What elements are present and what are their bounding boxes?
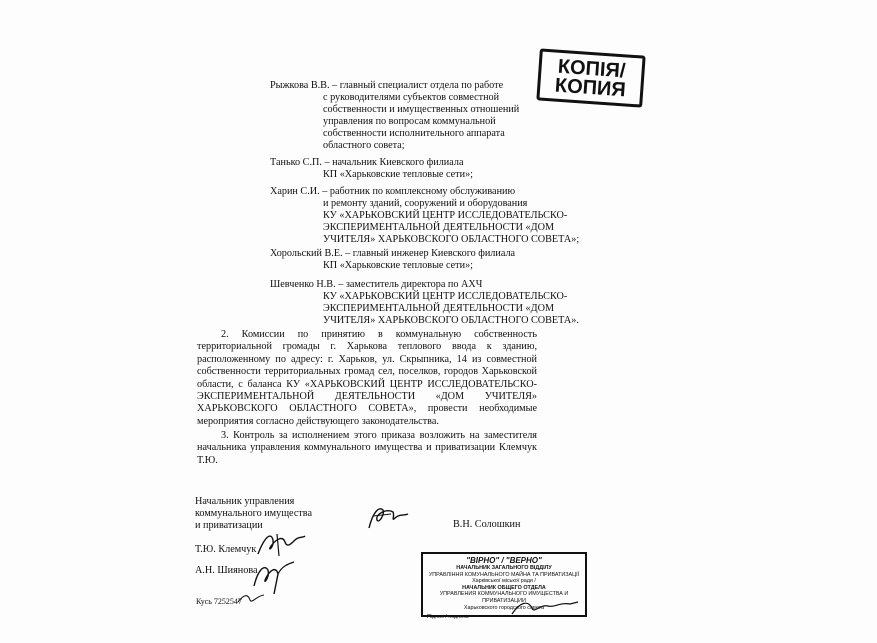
signatory-title-line: и приватизации — [195, 520, 263, 531]
verified-stamp-line: УПРАВЛЕНИЯ КОММУНАЛЬНОГО ИМУЩЕСТВА И ПРИВАТИЗАЦИИ — [439, 591, 569, 604]
signature-mark — [236, 592, 266, 606]
member-line: Хорольский В.Е. – главный инженер Киевского филиала — [270, 248, 516, 259]
member-line: ЭКСПЕРИМЕНТАЛЬНОЙ ДЕЯТЕЛЬНОСТИ «ДОМ — [323, 303, 555, 314]
member-line: собственности исполнительного аппарата — [323, 128, 505, 139]
verified-stamp-line: НАЧАЛЬНИК ЗАГАЛЬНОГО ВІДДІЛУ — [456, 565, 552, 571]
member-line: УЧИТЕЛЯ» ХАРЬКОВСКОГО ОБЛАСТНОГО СОВЕТА». — [323, 315, 579, 326]
copy-stamp-line2: КОПИЯ — [554, 74, 627, 102]
member-line: Рыжкова В.В. – главный специалист отдела по работе — [270, 80, 504, 91]
member-line: Шевченко Н.В. – заместитель директора по АХЧ — [270, 279, 483, 290]
verified-stamp-line: Харьковского городского совета — [463, 604, 545, 611]
verified-stamp-title: "ВІРНО" / "ВЕРНО" — [466, 556, 542, 565]
member-line: Танько С.П. – начальник Киевского филиала — [270, 157, 464, 168]
member-line: управления по вопросам коммунальной — [323, 116, 496, 127]
verified-stamp-line: УПРАВЛІННЯ КОМУНАЛЬНОГО МАЙНА ТА ПРИВАТИЗАЦІЇ — [428, 571, 580, 578]
signature-mark — [510, 598, 580, 620]
verified-stamp-line: Харківської міської ради / — [472, 578, 536, 585]
signatory-name: В.Н. Солошкин — [453, 519, 521, 530]
member-line: собственности и имущественных отношений — [323, 104, 520, 115]
paragraph-2: 2. Комиссии по принятию в коммунальную собственность территориальной громады г. Харькова теплового ввода к зданию, расположенному по адресу: г. Харьков, ул. Скрыпника, 14 из совместной собственности территориальных громад сел, поселков, городов Харьковской области, с баланса КУ «ХАРЬКОВСКИЙ ЦЕНТР ИССЛЕДОВАТЕЛЬСКО-ЭКСПЕРИМЕНТАЛЬНОЙ ДЕЯТЕЛЬНОСТИ «ДОМ УЧИТЕЛЯ» ХАРЬКОВСКОГО ОБЛАСТНОГО СОВЕТА», провести необходимые мероприятия согласно действующего законодательства. — [197, 329, 537, 427]
member-line: с руководителями субъектов совместной — [323, 92, 500, 103]
paragraph-3: 3. Контроль за исполнением этого приказа возложить на заместителя начальника управления коммунального имущества и приватизации Клемчук Т.Ю. — [197, 430, 537, 466]
doc-number: Кусь 7252547 — [196, 597, 242, 606]
member-line: КП «Харьковские тепловые сети»; — [323, 260, 474, 271]
signature-mark — [365, 500, 410, 534]
member-line: ЭКСПЕРИМЕНТАЛЬНОЙ ДЕЯТЕЛЬНОСТИ «ДОМ — [323, 222, 555, 233]
signatory-title-line: коммунального имущества — [195, 508, 313, 519]
member-line: УЧИТЕЛЯ» ХАРЬКОВСКОГО ОБЛАСТНОГО СОВЕТА»; — [323, 234, 580, 245]
signature-mark — [250, 556, 296, 596]
approver-first: Т.Ю. Клемчук — [195, 544, 257, 555]
member-line: областного совета; — [323, 140, 405, 151]
member-line: и ремонту зданий, сооружений и оборудования — [323, 198, 528, 209]
copy-stamp — [536, 48, 645, 107]
verified-stamp-line: НАЧАЛЬНИК ОБЩЕГО ОТДЕЛА — [462, 584, 546, 591]
member-line: КУ «ХАРЬКОВСКИЙ ЦЕНТР ИССЛЕДОВАТЕЛЬСКО- — [323, 291, 568, 302]
member-line: Харин С.И. – работник по комплексному обслуживанию — [270, 186, 516, 197]
member-line: КП «Харьковские тепловые сети»; — [323, 169, 474, 180]
copy-stamp-line1: КОПІЯ/ — [557, 55, 627, 83]
verified-stamp-sign-label: Підпис / подпись — [427, 614, 469, 621]
member-line: КУ «ХАРЬКОВСКИЙ ЦЕНТР ИССЛЕДОВАТЕЛЬСКО- — [323, 210, 568, 221]
approver-second: А.Н. Шиянова — [195, 565, 258, 576]
signatory-title-line: Начальник управления — [195, 496, 295, 507]
